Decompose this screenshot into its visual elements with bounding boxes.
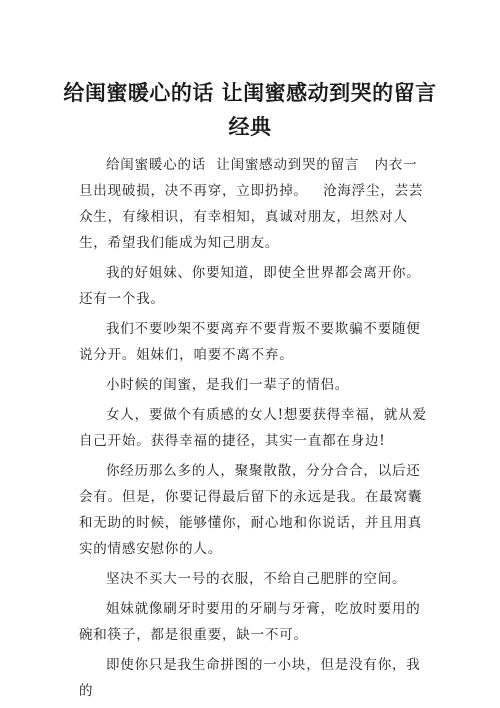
paragraph: 姐妹就像刷牙时要用的牙刷与牙膏，吃放时要用的碗和筷子，都是很重要，缺一不可。 bbox=[79, 601, 421, 643]
paragraph: 即使你只是我生命拼图的一小块，但是没有你，我的 bbox=[79, 657, 421, 699]
paragraph: 你经历那么多的人，聚聚散散，分分合合，以后还会有。但是，你要记得最后留下的永远是我。在最窝囊和无助的时候，能够懂你，耐心地和你说话，并且用真实的情感安慰你的人。 bbox=[79, 463, 423, 557]
document-title: 给闺蜜暖心的话 让闺蜜感动到哭的留言经典 bbox=[63, 81, 437, 139]
paragraph: 坚决不买大一号的衣服，不给自己肥胖的空间。 bbox=[106, 571, 407, 587]
paragraph: 我的好姐妹、你要知道，即使全世界都会离开你。还有一个我。 bbox=[79, 265, 421, 307]
paragraph: 给闺蜜暖心的话 让闺蜜感动到哭的留言 内衣一旦出现破损，决不再穿，立即扔掉。 沧海浮尘，芸芸众生，有缘相识，有幸相知，真诚对朋友，坦然对人生，希望我们能成为知己朋友。 bbox=[79, 157, 424, 251]
paragraph: 我们不要吵架不要离弃不要背叛不要欺骗不要随便说分开。姐妹们，咱要不离不弃。 bbox=[79, 321, 421, 363]
paragraph: 女人，要做个有质感的女人!想要获得幸福，就从爱自己开始。获得幸福的捷径，其实一直都在身边! bbox=[79, 407, 427, 449]
paragraph: 小时候的闺蜜，是我们一辈子的情侣。 bbox=[106, 377, 350, 393]
document-body bbox=[79, 152, 429, 708]
